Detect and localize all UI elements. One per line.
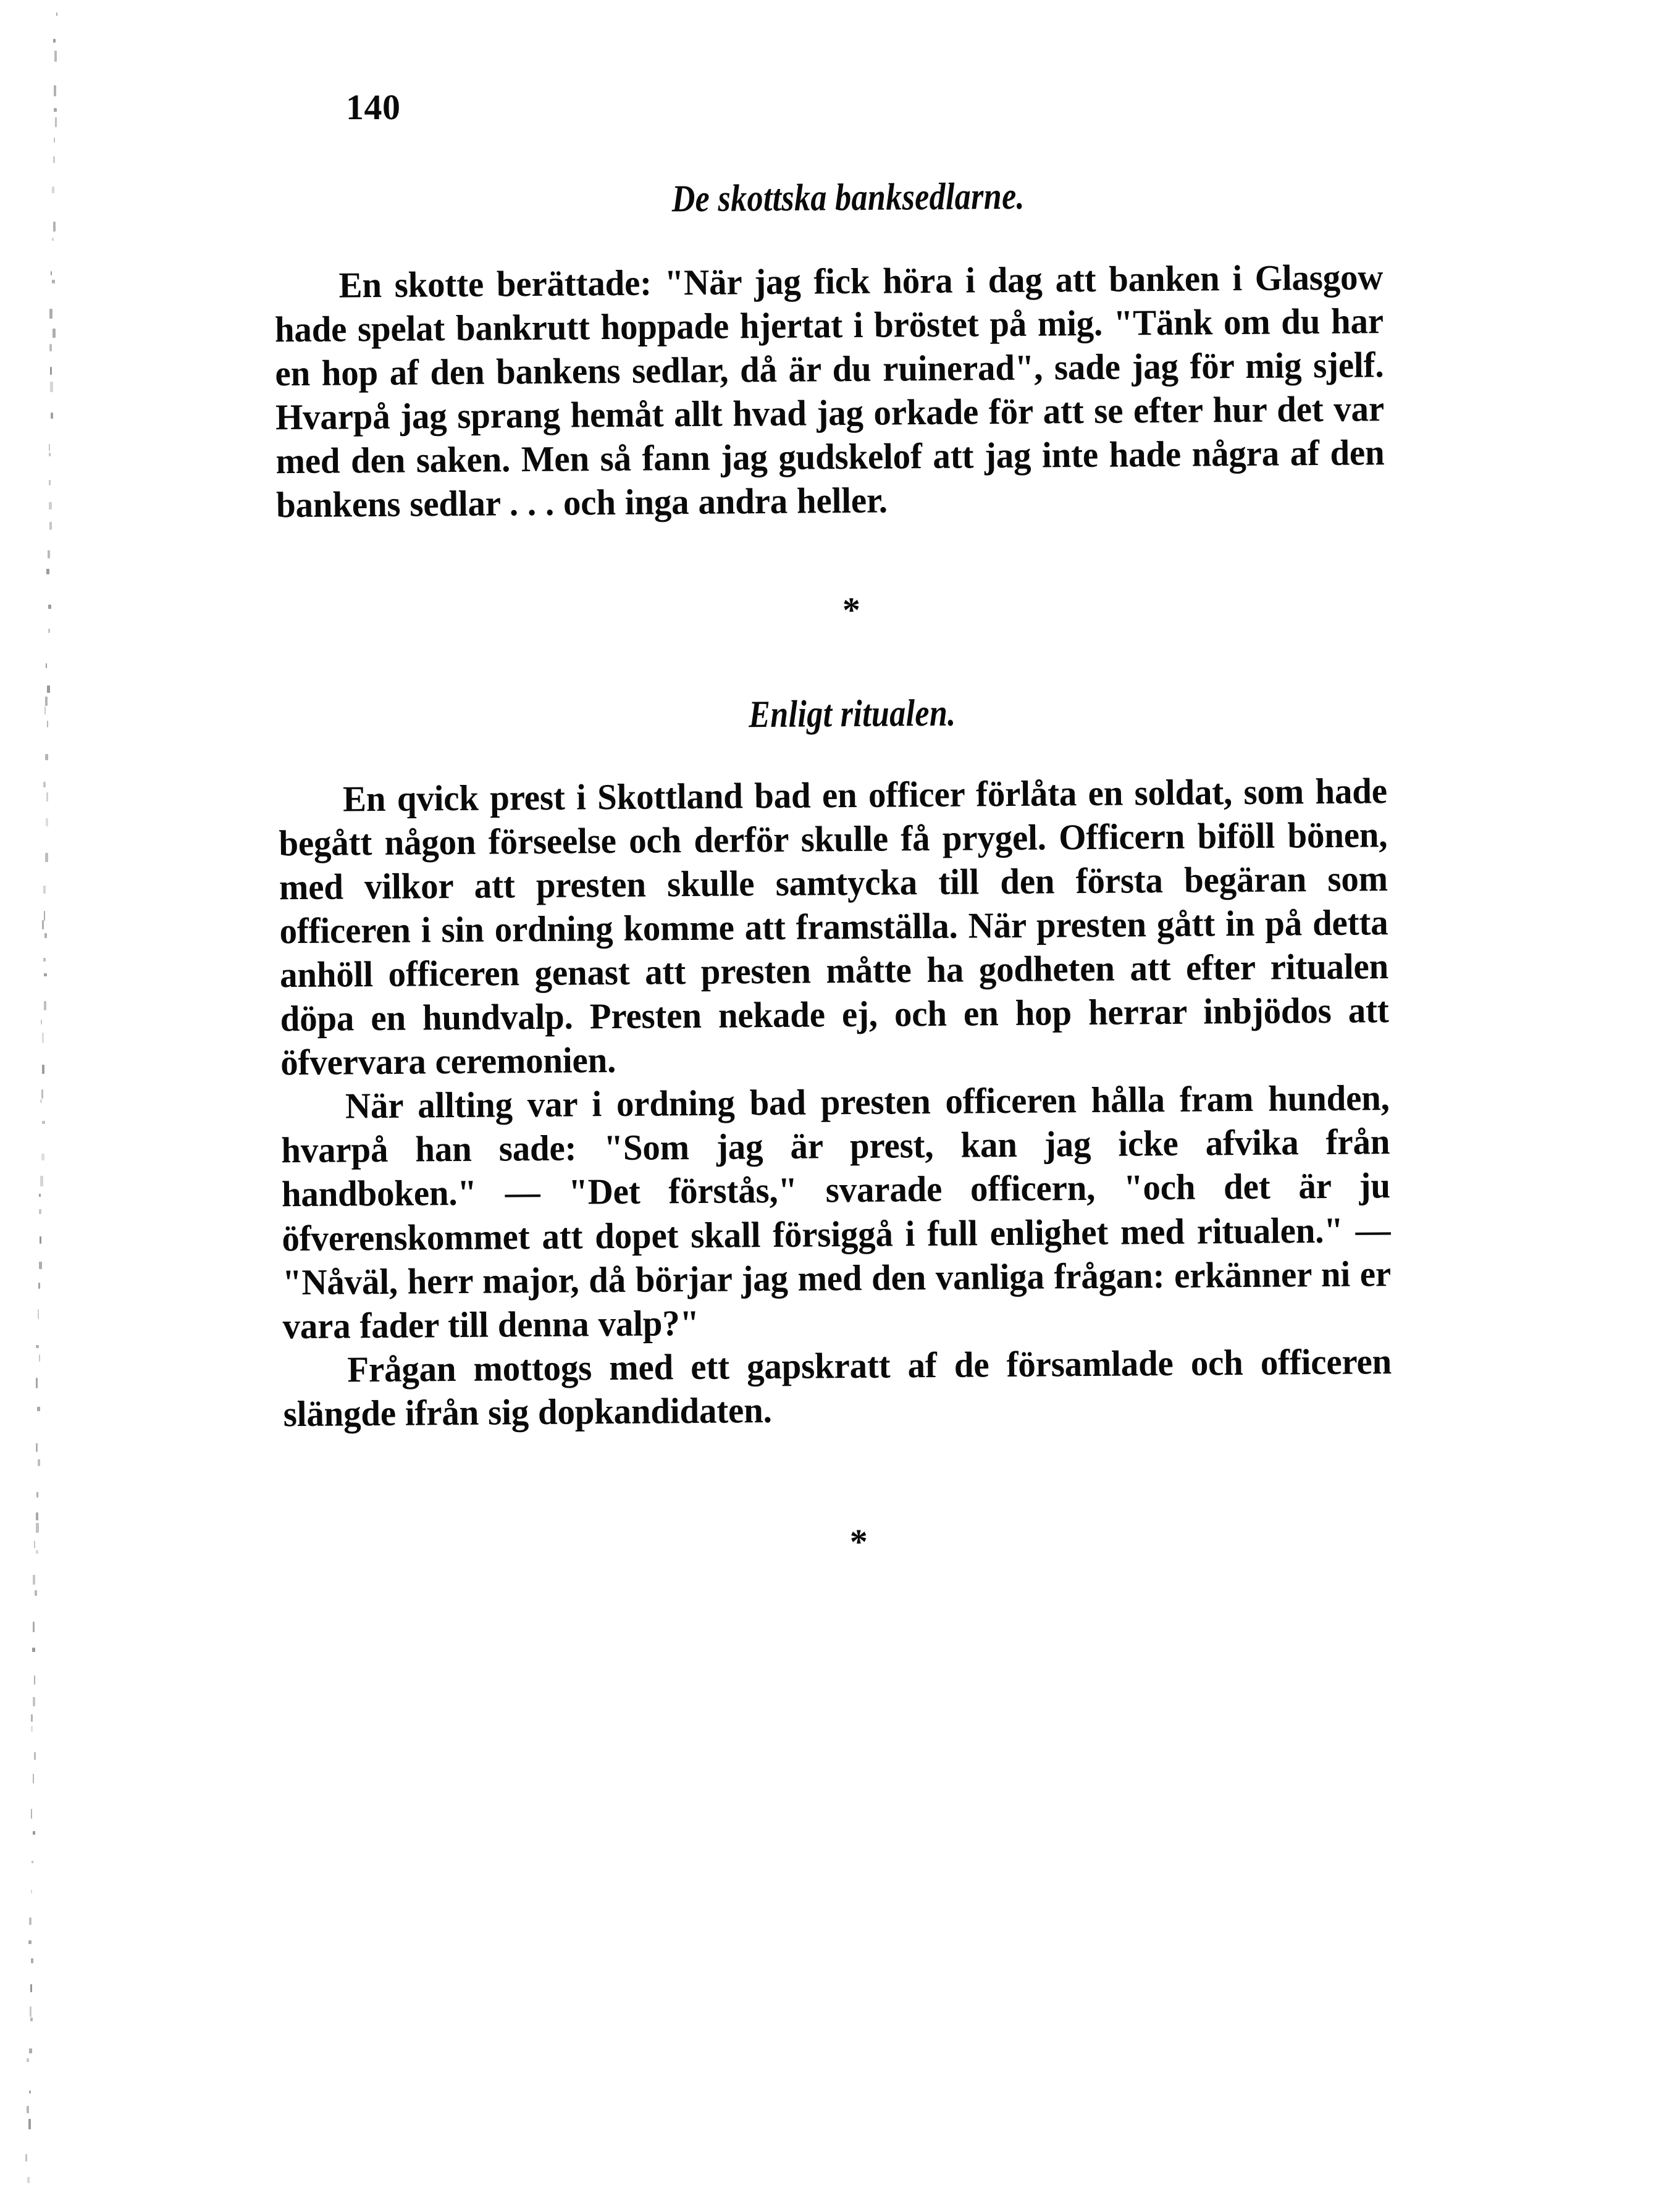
paragraph: En skotte berättade: "När jag fick höra i dag att banken i Glasgow hade spelat bankrutt hoppade hjertat i bröstet på mig. "Tänk om du har en hop af den bankens sedlar, då är du ruinerad", sade jag för mig sjelf. Hvarpå jag sprang hemåt allt hvad jag orkade för att se efter hur det var med den saken. Men så fann jag gudskelof att jag inte hade några af den bankens sedlar . . . och inga andra heller. [274,256,1385,526]
section-title-banksedlarne: De skottska banksedlarne. [671,175,1025,220]
section-divider-asterisk: * [842,589,861,630]
paragraph: Frågan mottogs med ett gapskratt af de församlade och officeren slängde ifrån sig dopkandidaten. [283,1340,1392,1435]
scan-edge-artifact [23,0,67,2188]
section-title-enligt-ritualen: Enligt ritualen. [748,692,956,736]
paragraph: När allting var i ordning bad presten officeren hålla fram hunden, hvarpå han sade: "Som jag är prest, kan jag icke afvika från handboken." — "Det förstås," svarade officern, "och det är ju öfverenskommet att dopet skall försiggå i full enlighet med ritualen." — "Nåväl, herr major, då börjar jag med den vanliga frågan: erkänner ni er vara fader till denna valp?" [281,1077,1392,1346]
page-number: 140 [346,87,401,127]
page-content [274,172,1434,1565]
paragraph: En qvick prest i Skottland bad en officer förlåta en soldat, som hade begått någon förseelse och derför skulle få prygel. Officern biföll bönen, med vilkor att presten skulle samtycka till den första begäran som officeren i sin ordning komme att framställa. När presten gått in på detta anhöll officeren genast att presten måtte ha godheten att efter ritualen döpa en hundvalp. Presten nekade ej, och en hop herrar inbjödos att öfvervara ceremonien. [279,769,1389,1083]
section-divider-asterisk: * [849,1521,868,1562]
